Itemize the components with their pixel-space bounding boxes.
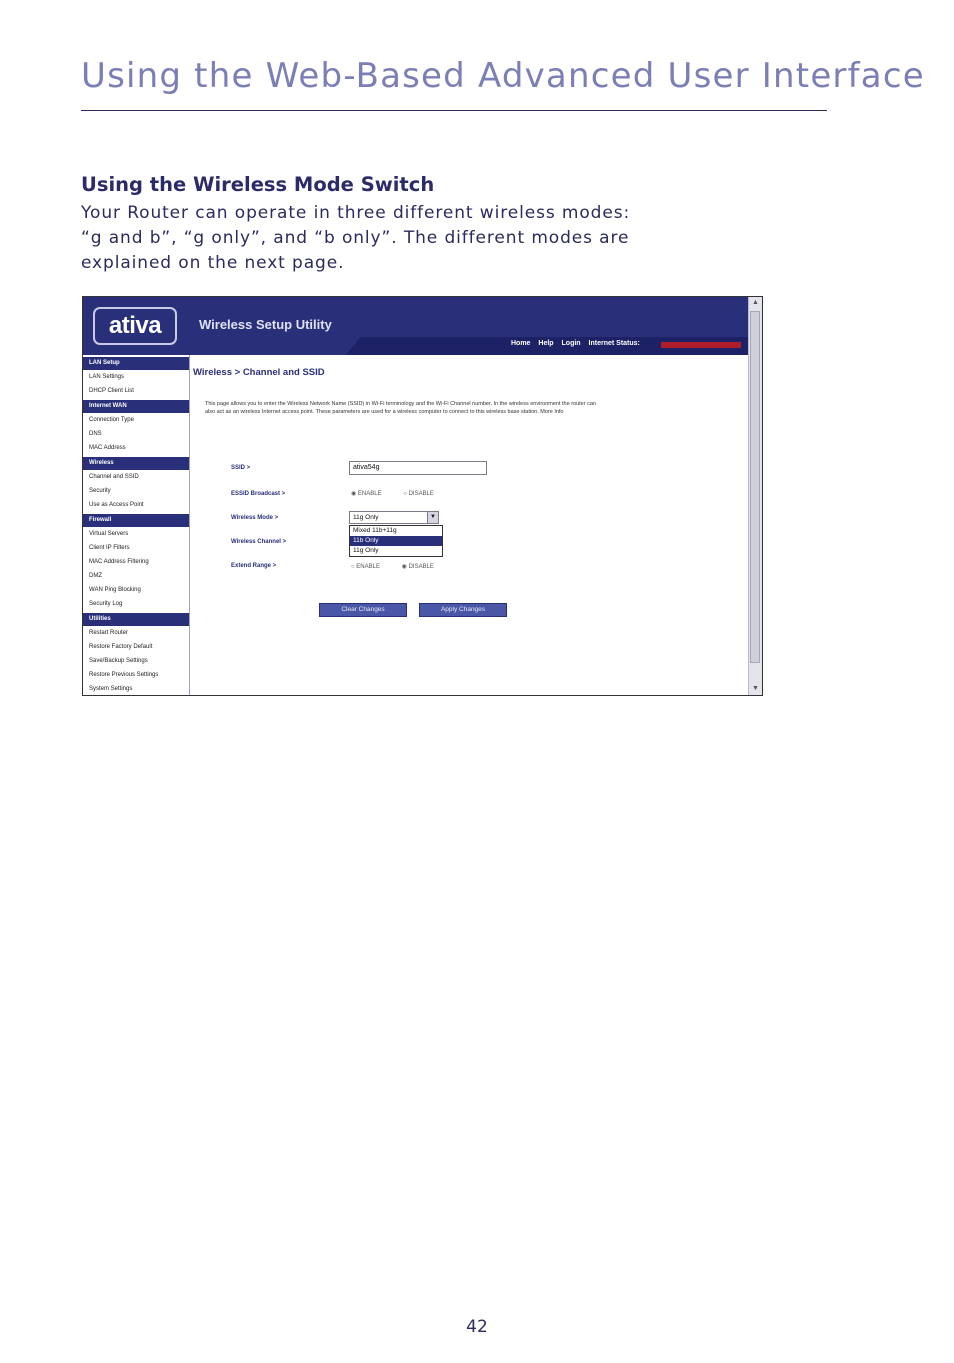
ssid-input[interactable]: ativa54g [349,461,487,475]
section-heading: Using the Wireless Mode Switch [81,173,435,196]
range-enable-label: ENABLE [356,564,380,570]
sidebar-item-dhcp-client-list[interactable]: DHCP Client List [89,388,134,394]
sidebar-header-utilities: Utilities [83,613,189,626]
wireless-mode-value: 11g Only [353,514,379,521]
sidebar-item-system-settings[interactable]: System Settings [89,686,133,692]
sidebar-item-wan-ping-blocking[interactable]: WAN Ping Blocking [89,587,141,593]
clear-changes-button[interactable]: Clear Changes [319,603,407,617]
range-disable-radio[interactable]: ◉ DISABLE [401,564,434,570]
sidebar-item-save-backup[interactable]: Save/Backup Settings [89,658,148,664]
essid-broadcast-label: ESSID Broadcast > [231,491,286,497]
breadcrumb: Wireless > Channel and SSID [193,367,325,378]
scroll-up-icon[interactable]: ▲ [752,299,759,306]
sidebar-header-firewall: Firewall [83,514,189,527]
scrollbar[interactable] [748,297,762,695]
body-line: explained on the next page. [81,253,345,273]
sidebar-item-mac-address[interactable]: MAC Address [89,445,126,451]
scroll-down-icon[interactable]: ▼ [752,685,759,692]
header-banner [83,297,748,355]
extend-range-label: Extend Range > [231,563,277,569]
router-screenshot [82,296,763,696]
sidebar-item-connection-type[interactable]: Connection Type [89,417,134,423]
broadcast-enable-label: ENABLE [357,491,382,497]
range-disable-label: DISABLE [408,564,434,570]
sidebar-item-dmz[interactable]: DMZ [89,573,102,579]
help-link[interactable]: Help [538,340,554,347]
broadcast-disable-label: DISABLE [408,491,434,497]
sidebar [83,355,190,695]
mode-option-g-only[interactable]: 11g Only [353,547,379,554]
wireless-mode-select[interactable] [349,511,439,524]
main-content [191,355,747,695]
sidebar-item-client-ip-filters[interactable]: Client IP Filters [89,545,130,551]
wireless-channel-label: Wireless Channel > [231,539,287,545]
intro-text: This page allows you to enter the Wireless Network Name (SSID) in Wi-Fi terminology and the Wi-Fi Channel number. In the wireless environment the router can also act as an wireless Internet access point. These parameters are used for a wireless computer to connect to this wireless base station. More Info [205,401,596,415]
title-rule [81,110,827,111]
utility-title: Wireless Setup Utility [199,317,332,332]
sidebar-header-wireless: Wireless [83,457,189,470]
sidebar-item-security-log[interactable]: Security Log [89,601,123,607]
page-title: Using the Web-Based Advanced User Interface [81,56,925,96]
apply-changes-button[interactable]: Apply Changes [419,603,507,617]
broadcast-disable-radio[interactable]: ○ DISABLE [403,491,434,497]
sidebar-item-restart-router[interactable]: Restart Router [89,630,129,636]
sidebar-item-mac-filtering[interactable]: MAC Address Filtering [89,559,149,565]
scroll-thumb[interactable] [750,311,760,663]
login-link[interactable]: Login [561,340,581,347]
body-paragraph [81,201,641,276]
home-link[interactable]: Home [511,340,531,347]
sidebar-item-restore-previous[interactable]: Restore Previous Settings [89,672,159,678]
sidebar-item-virtual-servers[interactable]: Virtual Servers [89,531,129,537]
body-line: “g and b”, “g only”, and “b only”. The different modes are [81,228,630,248]
broadcast-radio-group [351,490,454,497]
sidebar-item-access-point[interactable]: Use as Access Point [89,502,144,508]
wireless-mode-dropdown [349,525,443,557]
broadcast-enable-radio[interactable]: ◉ ENABLE [351,491,382,497]
body-line: Your Router can operate in three different wireless modes: [81,203,631,223]
mode-option-b-only[interactable]: 11b Only [350,536,442,546]
range-enable-radio[interactable]: ○ ENABLE [351,564,380,570]
mode-option-mixed[interactable]: Mixed 11b+11g [353,527,397,534]
sidebar-item-channel-ssid[interactable]: Channel and SSID [89,474,139,480]
range-radio-group [351,563,454,570]
sidebar-header-internet-wan: Internet WAN [83,400,189,413]
chevron-down-icon[interactable]: ▼ [427,512,438,523]
ativa-logo[interactable]: ativa [93,307,177,345]
top-links [511,340,646,347]
internet-status-indicator [661,342,741,348]
internet-status-label: Internet Status: [588,340,640,347]
sidebar-item-security[interactable]: Security [89,488,111,494]
wireless-mode-label: Wireless Mode > [231,515,279,521]
page-number: 42 [466,1317,488,1337]
sidebar-header-lan: LAN Setup [83,357,189,370]
sidebar-item-restore-default[interactable]: Restore Factory Default [89,644,153,650]
sidebar-item-dns[interactable]: DNS [89,431,102,437]
ssid-label: SSID > [231,465,251,471]
sidebar-item-lan-settings[interactable]: LAN Settings [89,374,125,380]
